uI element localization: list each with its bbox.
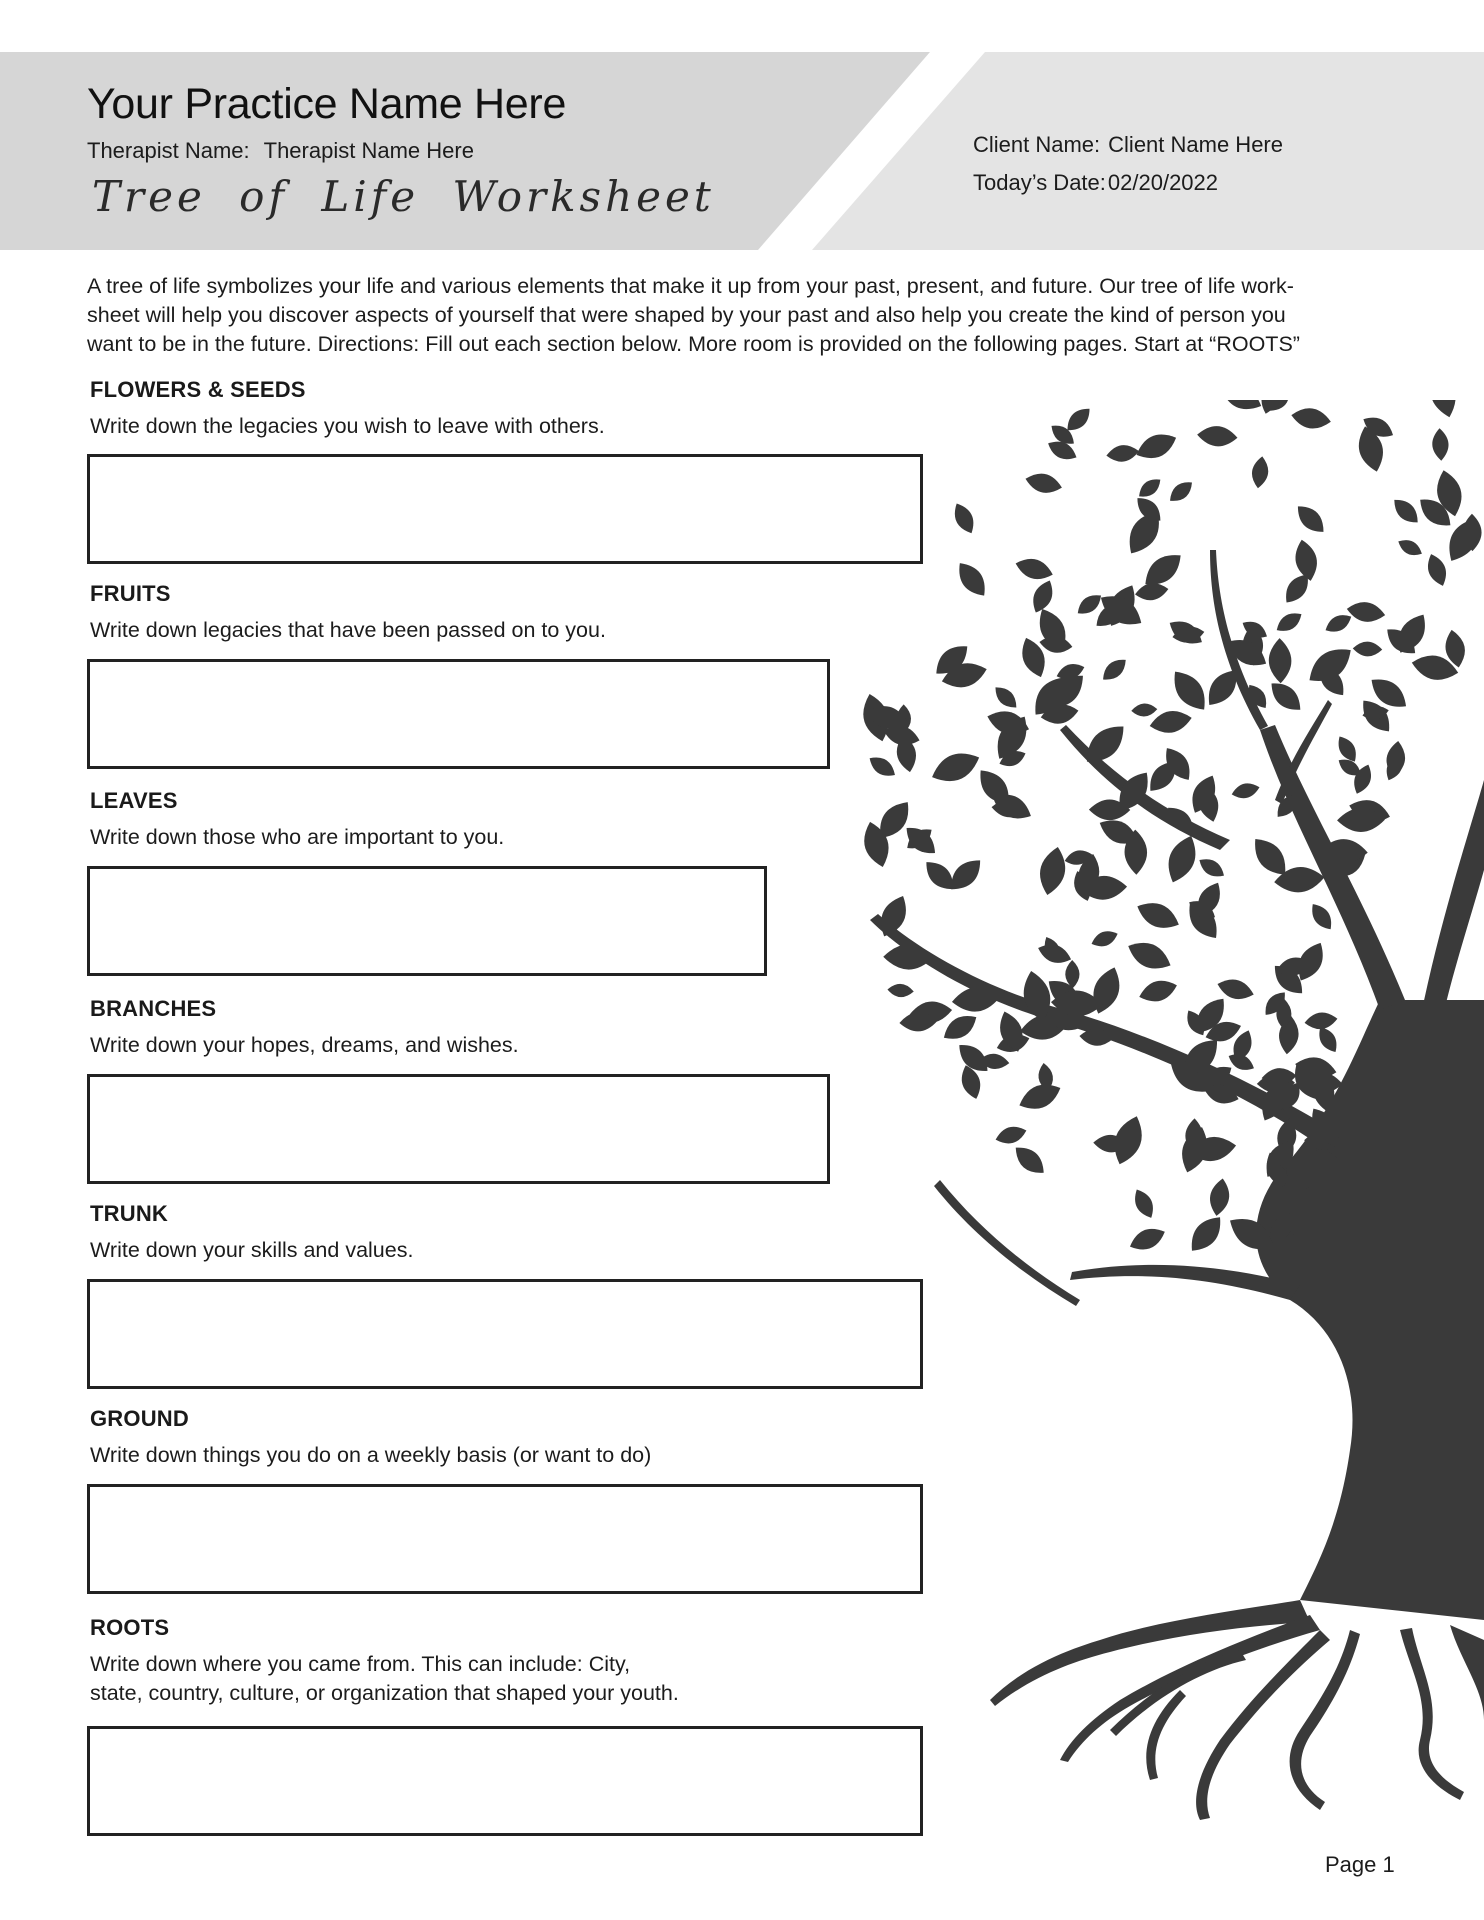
leaves-input[interactable]	[87, 866, 767, 976]
section-prompt: Write down things you do on a weekly basis (or want to do)	[90, 1443, 652, 1467]
ground-input[interactable]	[87, 1484, 923, 1594]
ground-textarea[interactable]	[90, 1487, 920, 1591]
intro-paragraph	[87, 272, 1407, 359]
section-prompt-line: state, country, culture, or organization that shaped your youth.	[90, 1681, 679, 1705]
section-prompt-line: Write down where you came from. This can include: City,	[90, 1652, 631, 1676]
intro-line: want to be in the future. Directions: Fill out each section below. More room is provided on the following pages. Start at “ROOTS”	[87, 332, 1300, 356]
branches-textarea[interactable]	[90, 1077, 827, 1181]
roots-input[interactable]	[87, 1726, 923, 1836]
section-title: FLOWERS & SEEDS	[90, 377, 306, 402]
therapist-name[interactable]: Therapist Name Here	[263, 138, 474, 163]
branches-input[interactable]	[87, 1074, 830, 1184]
section-branches	[90, 996, 519, 1060]
section-prompt: Write down those who are important to you.	[90, 825, 505, 849]
intro-line: A tree of life symbolizes your life and various elements that make it up from your past, present, and future. Our tree of life work-	[87, 274, 1294, 298]
section-title: TRUNK	[90, 1201, 168, 1226]
page-number: Page 1	[1325, 1852, 1395, 1877]
section-prompt: Write down your skills and values.	[90, 1238, 414, 1262]
therapist-row	[87, 138, 474, 164]
therapist-label: Therapist Name:	[87, 138, 250, 163]
client-name-row	[973, 126, 1283, 164]
leaves-textarea[interactable]	[90, 869, 764, 973]
section-title: GROUND	[90, 1406, 189, 1431]
fruits-input[interactable]	[87, 659, 830, 769]
section-roots	[90, 1615, 679, 1708]
section-fruits	[90, 581, 606, 645]
client-info	[973, 126, 1283, 202]
date-row	[973, 164, 1283, 202]
trunk-input[interactable]	[87, 1279, 923, 1389]
worksheet-title: Tree of Life Worksheet	[92, 172, 715, 221]
section-trunk	[90, 1201, 413, 1265]
section-prompt: Write down your hopes, dreams, and wishes.	[90, 1033, 519, 1057]
date-label: Today’s Date:	[973, 170, 1106, 195]
section-flowers-seeds	[90, 377, 605, 441]
section-title: FRUITS	[90, 581, 171, 606]
section-title: ROOTS	[90, 1615, 170, 1640]
practice-name: Your Practice Name Here	[87, 80, 567, 128]
section-prompt: Write down legacies that have been passed on to you.	[90, 618, 606, 642]
client-name-label: Client Name:	[973, 132, 1101, 157]
section-prompt: Write down the legacies you wish to leave with others.	[90, 414, 605, 438]
trunk-textarea[interactable]	[90, 1282, 920, 1386]
client-name-value[interactable]: Client Name Here	[1108, 132, 1283, 157]
section-prompt	[90, 1650, 679, 1708]
roots-textarea[interactable]	[90, 1729, 920, 1833]
section-title: BRANCHES	[90, 996, 217, 1021]
section-leaves	[90, 788, 504, 852]
flowers-seeds-input[interactable]	[87, 454, 923, 564]
tree-of-life-illustration	[820, 400, 1484, 1820]
date-value[interactable]: 02/20/2022	[1107, 170, 1219, 195]
flowers-seeds-textarea[interactable]	[90, 457, 920, 561]
intro-line: sheet will help you discover aspects of yourself that were shaped by your past and also help you create the kind of person you	[87, 303, 1286, 327]
section-ground	[90, 1406, 651, 1470]
section-title: LEAVES	[90, 788, 178, 813]
fruits-textarea[interactable]	[90, 662, 827, 766]
